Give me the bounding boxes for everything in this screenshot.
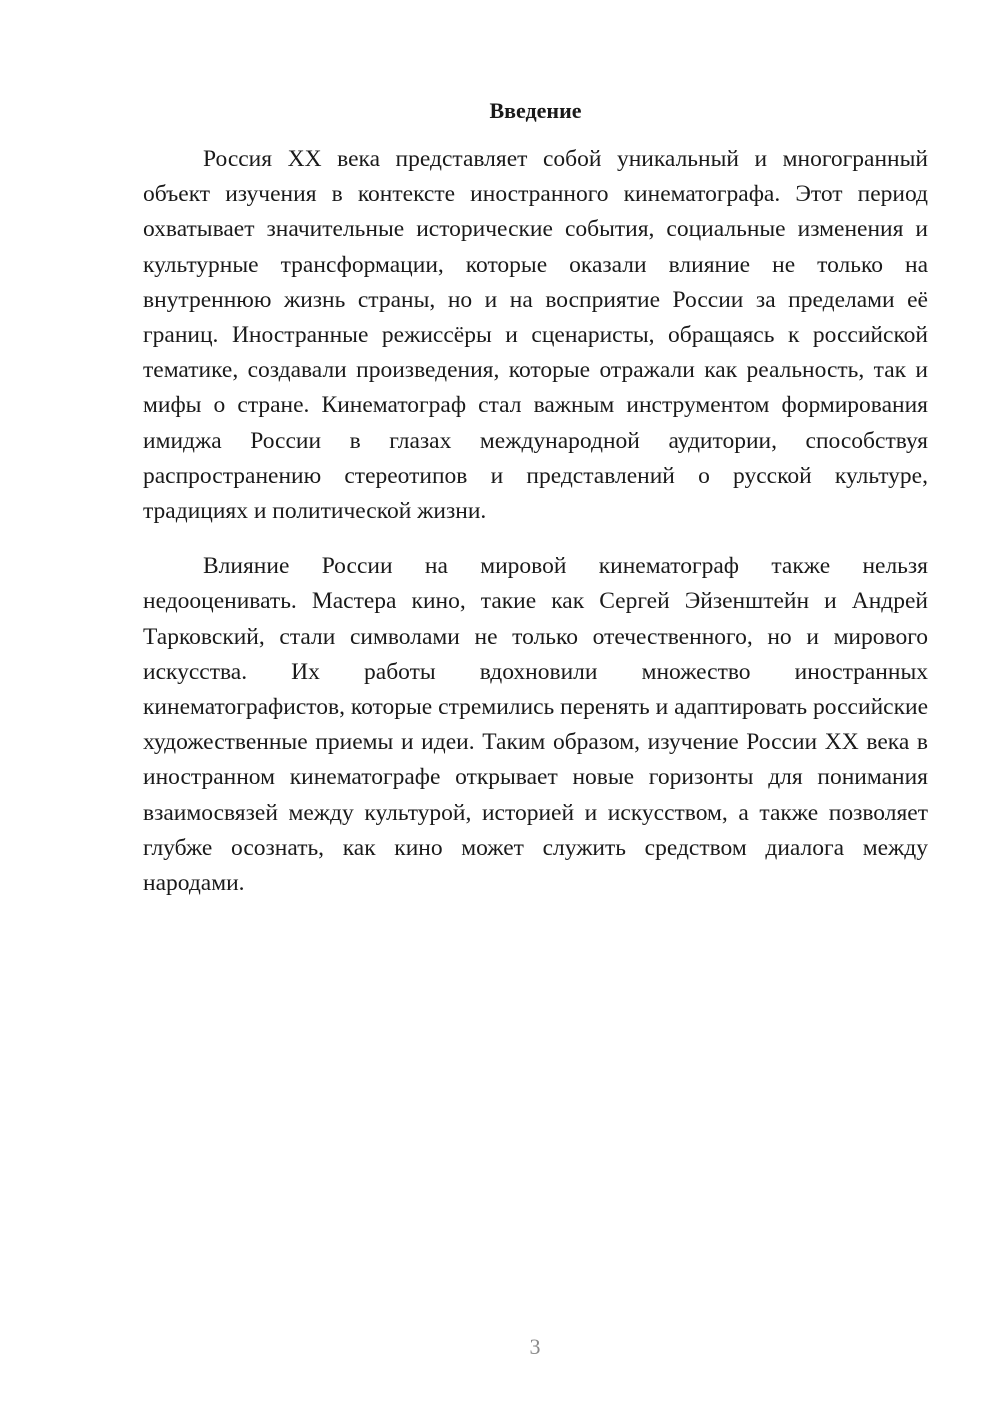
body-text	[143, 142, 928, 901]
paragraph-1: Россия XX века представляет собой уникальный и многогранный объект изучения в контексте иностранного кинематографа. Этот период охватывает значительные исторические события, социальные изменения и культурные трансформации, которые оказали влияние не только на внутреннюю жизнь страны, но и на восприятие России за пределами её границ. Иностранные режиссёры и сценаристы, обращаясь к российской тематике, создавали произведения, которые отражали как реальность, так и мифы о стране. Кинематограф стал важным инструментом формирования имиджа России в глазах международной аудитории, способствуя распространению стереотипов и представлений о русской культуре, традициях и политической жизни.	[143, 146, 928, 525]
page-number: 3	[529, 1334, 541, 1359]
section-heading: Введение	[489, 98, 582, 123]
paragraph-2: Влияние России на мировой кинематограф также нельзя недооценивать. Мастера кино, такие как Сергей Эйзенштейн и Андрей Тарковский, стали символами не только отечественного, но и мирового искусства. Их работы вдохновили множество иностранных кинематографистов, которые стремились перенять и адаптировать российские художественные приемы и идеи. Таким образом, изучение России XX века в иностранном кинематографе открывает новые горизонты для понимания взаимосвязей между культурой, историей и искусством, а также позволяет глубже осознать, как кино может служить средством диалога между народами.	[143, 553, 928, 897]
